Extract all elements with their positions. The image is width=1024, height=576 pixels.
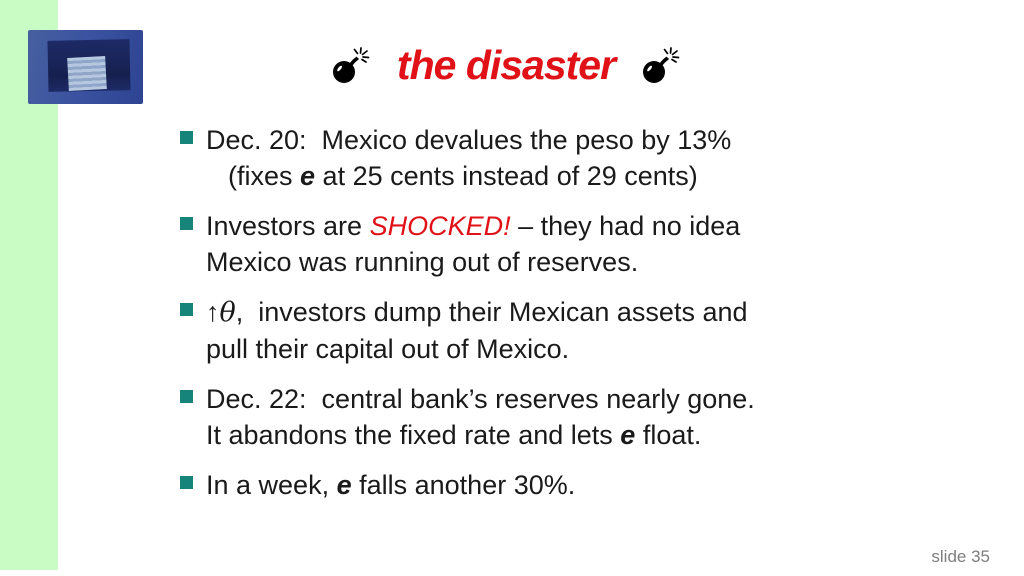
bullet-square-icon: [180, 303, 193, 316]
bullet-text: falls another 30%.: [351, 470, 576, 500]
exchange-rate-symbol: e: [336, 470, 352, 500]
bullet-line: [206, 381, 870, 417]
bullet-text: pull their capital out of Mexico.: [206, 334, 570, 364]
bullet-square-icon: [180, 131, 193, 144]
bullet-list: [180, 122, 870, 517]
bomb-icon: [331, 47, 371, 85]
bullet-item-week-later: [180, 467, 870, 503]
bullet-text: , investors dump their Mexican assets and: [235, 297, 748, 327]
bullet-line: [206, 208, 870, 244]
bullet-item-investors-shocked: [180, 208, 870, 280]
bullet-line: [206, 331, 870, 367]
theta-symbol: θ: [219, 297, 236, 328]
bullet-text: – they had no idea: [510, 211, 741, 241]
bullet-square-icon: [180, 476, 193, 489]
bullet-text: float.: [635, 420, 702, 450]
slide-number: slide 35: [931, 547, 990, 566]
bullet-item-dec22: [180, 381, 870, 453]
bullet-text: Dec. 20: Mexico devalues the peso by 13%: [206, 125, 732, 155]
title-row: [0, 42, 1012, 89]
bullet-line: [206, 244, 870, 280]
bullet-text: It abandons the fixed rate and lets: [206, 420, 621, 450]
bullet-line: [206, 158, 870, 194]
bullet-square-icon: [180, 217, 193, 230]
bomb-icon: [641, 47, 681, 85]
bullet-text: Investors are: [206, 211, 370, 241]
shocked-emphasis: SHOCKED!: [369, 211, 511, 241]
exchange-rate-symbol: e: [620, 420, 636, 450]
bullet-text: Mexico was running out of reserves.: [206, 247, 639, 277]
up-arrow-symbol: ↑: [206, 297, 220, 327]
bullet-line: [206, 417, 870, 453]
bullet-square-icon: [180, 390, 193, 403]
page-title: the disaster: [396, 42, 616, 88]
bullet-line: [206, 294, 870, 331]
bullet-text: In a week,: [206, 470, 337, 500]
bullet-text: Dec. 22: central bank’s reserves nearly gone.: [206, 384, 755, 414]
bullet-line: [206, 467, 870, 503]
bullet-item-theta-rises: [180, 294, 870, 367]
bullet-line: [206, 122, 870, 158]
bullet-text: (fixes: [228, 161, 301, 191]
bullet-text: at 25 cents instead of 29 cents): [315, 161, 698, 191]
exchange-rate-symbol: e: [300, 161, 316, 191]
bullet-item-dec20: [180, 122, 870, 194]
